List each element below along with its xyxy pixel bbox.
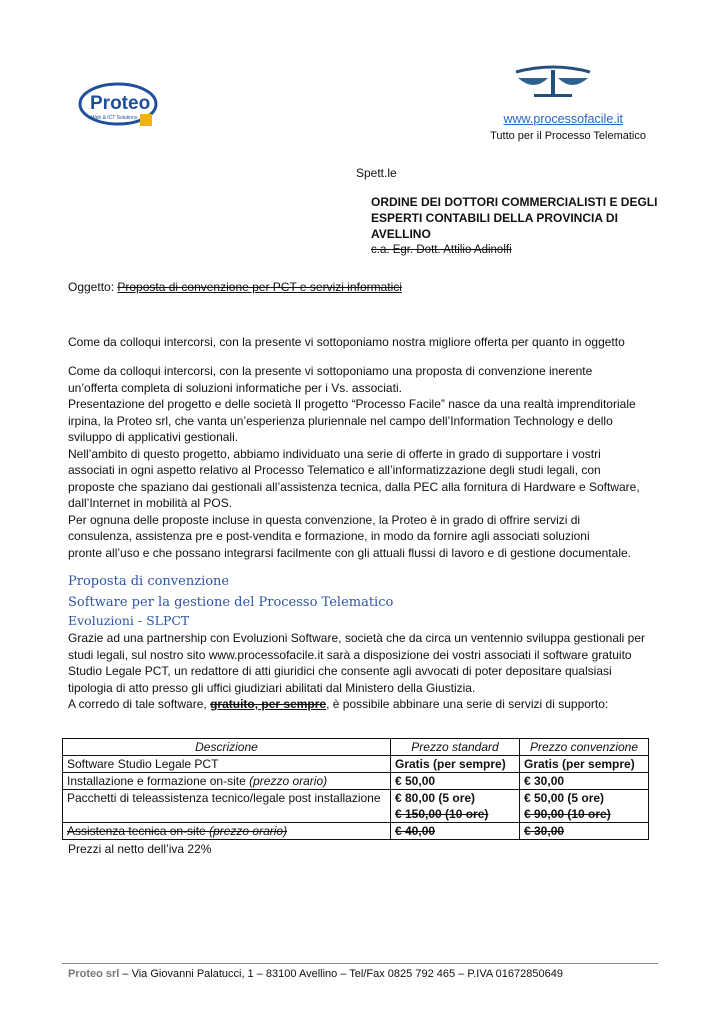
- column-header: Prezzo standard: [391, 739, 520, 756]
- cell-convention-price: € 30,00: [520, 773, 649, 790]
- presentation-paragraph: [68, 363, 668, 561]
- proteo-logo: [78, 82, 162, 132]
- recipient-address: [371, 194, 671, 258]
- footer-text: – Via Giovanni Palatucci, 1 – 83100 Avellino – Tel/Fax 0825 792 465 – P.IVA 01672850649: [119, 968, 563, 980]
- text-span: A corredo di tale software,: [68, 697, 211, 711]
- partnership-paragraph: [68, 630, 668, 713]
- text-span: , è possibile abbinare una serie di servizi di supporto:: [326, 697, 609, 711]
- paragraph-line: sviluppo di applicativi gestionali.: [68, 430, 239, 444]
- desc-text: Software Studio Legale PCT: [67, 757, 219, 771]
- heading-software: Software per la gestione del Processo Telematico: [68, 595, 394, 610]
- paragraph-line: irpina, la Proteo srl, che vanta un’esperienza pluriennale nel campo dell’Information Technology e dello: [68, 413, 613, 428]
- column-header: Prezzo convenzione: [520, 739, 649, 756]
- salutation: Spett.le: [356, 166, 397, 180]
- price-line: € 150,00 (10 ore): [395, 807, 489, 821]
- cell-standard-price: € 50,00: [391, 773, 520, 790]
- paragraph-line: pronte all’uso e che possano integrarsi facilmente con gli attuali flussi di lavoro e di gestione documentale.: [68, 545, 631, 560]
- paragraph-line: dall’Internet in mobilità al POS.: [68, 496, 233, 510]
- cell-standard-price: € 40,00: [391, 823, 520, 840]
- table-row: [63, 823, 649, 840]
- cell-standard-price: Gratis (per sempre): [391, 756, 520, 773]
- table-row: [63, 790, 649, 823]
- heading-proposta: Proposta di convenzione: [68, 574, 230, 589]
- cell-convention-price: [520, 790, 649, 823]
- recipient-attn: c.a. Egr. Dott. Attilio Adinolfi: [371, 244, 512, 256]
- desc-text: Pacchetti di teleassistenza tecnico/legale post installazione: [67, 791, 381, 805]
- paragraph-line: consulenza, assistenza pre e post-vendita e formazione, in modo da fornire agli associati soluzioni: [68, 529, 590, 543]
- recipient-line-2: ESPERTI CONTABILI DELLA PROVINCIA DI AVELLINO: [371, 211, 618, 241]
- price-line: € 90,00 (10 ore): [524, 807, 611, 821]
- cell-convention-price: Gratis (per sempre): [520, 756, 649, 773]
- desc-text: Installazione e formazione on-site: [67, 774, 250, 788]
- price-line: € 50,00 (5 ore): [524, 791, 605, 805]
- cell-description: [63, 790, 391, 823]
- desc-italic: (prezzo orario): [249, 774, 328, 788]
- cell-description: [63, 773, 391, 790]
- paragraph-line: [68, 696, 668, 713]
- scales-logo: [512, 62, 594, 100]
- cell-description: [63, 823, 391, 840]
- price-line: € 80,00 (5 ore): [395, 791, 476, 805]
- table-header-row: [63, 739, 649, 756]
- footer-divider: [62, 963, 658, 964]
- paragraph-line: Come da colloqui intercorsi, con la presente vi sottoponiamo una proposta di convenzione inerente: [68, 364, 593, 378]
- cell-standard-price: [391, 790, 520, 823]
- heading-evoluzioni: Evoluzioni - SLPCT: [68, 613, 190, 628]
- paragraph-line: Grazie ad una partnership con Evoluzioni Software, società che da circa un ventennio sviluppa gestionali per: [68, 631, 646, 645]
- paragraph-line: Studio Legale PCT, un redattore di atti giuridici che consente agli avvocati di poter depositare qualsiasi: [68, 664, 612, 678]
- desc-italic: (prezzo orario): [209, 824, 288, 838]
- table-row: [63, 756, 649, 773]
- table-row: [63, 773, 649, 790]
- paragraph-line: studi legali, sul nostro sito www.processofacile.it sarà a disposizione dei vostri associati il software gratuito: [68, 647, 632, 662]
- footer-brand: Proteo srl: [68, 968, 120, 980]
- paragraph-line: associati in ogni aspetto relativo al Processo Telematico e all’informatizzazione degli studi legali, con: [68, 463, 601, 477]
- recipient-line-1: ORDINE DEI DOTTORI COMMERCIALISTI E DEGLI: [371, 195, 658, 209]
- paragraph-line: tipologia di atto presso gli uffici giudiziari abilitati dal Ministero della Giustizia.: [68, 680, 476, 695]
- desc-text: Assistenza tecnica on-site: [67, 824, 210, 838]
- site-link[interactable]: www.processofacile.it: [503, 112, 623, 126]
- paragraph-line: Per ognuna delle proposte incluse in questa convenzione, la Proteo è in grado di offrire servizi di: [68, 512, 581, 527]
- price-table: [62, 738, 649, 840]
- subject-label: Oggetto:: [68, 280, 118, 294]
- paragraph-line: un’offerta completa di soluzioni informatiche per i Vs. associati.: [68, 380, 402, 395]
- cell-convention-price: € 30,00: [520, 823, 649, 840]
- site-tagline: Tutto per il Processo Telematico: [490, 130, 646, 142]
- intro-paragraph: Come da colloqui intercorsi, con la presente vi sottoponiamo nostra migliore offerta per quanto in oggetto: [68, 335, 625, 349]
- paragraph-line: proposte che spaziano dai gestionali all’assistenza tecnica, dalla PEC alla fornitura di Hardware e Software,: [68, 479, 640, 494]
- paragraph-line: Presentazione del progetto e delle società Il progetto “Processo Facile” nasce da una realtà imprenditoriale: [68, 397, 636, 411]
- footer: [68, 968, 563, 980]
- gratuito-emphasis: gratuito, per sempre: [210, 697, 327, 711]
- subject-line: [68, 280, 402, 294]
- svg-text:Web & ICT Solutions: Web & ICT Solutions: [91, 115, 138, 121]
- svg-text:Proteo: Proteo: [90, 93, 151, 114]
- cell-description: [63, 756, 391, 773]
- column-header: Descrizione: [63, 739, 391, 756]
- vat-note: Prezzi al netto dell’iva 22%: [68, 842, 212, 856]
- paragraph-line: Nell’ambito di questo progetto, abbiamo individuato una serie di offerte in grado di supportare i vostri: [68, 446, 601, 461]
- subject-text: Proposta di convenzione per PCT e servizi informatici: [117, 280, 402, 294]
